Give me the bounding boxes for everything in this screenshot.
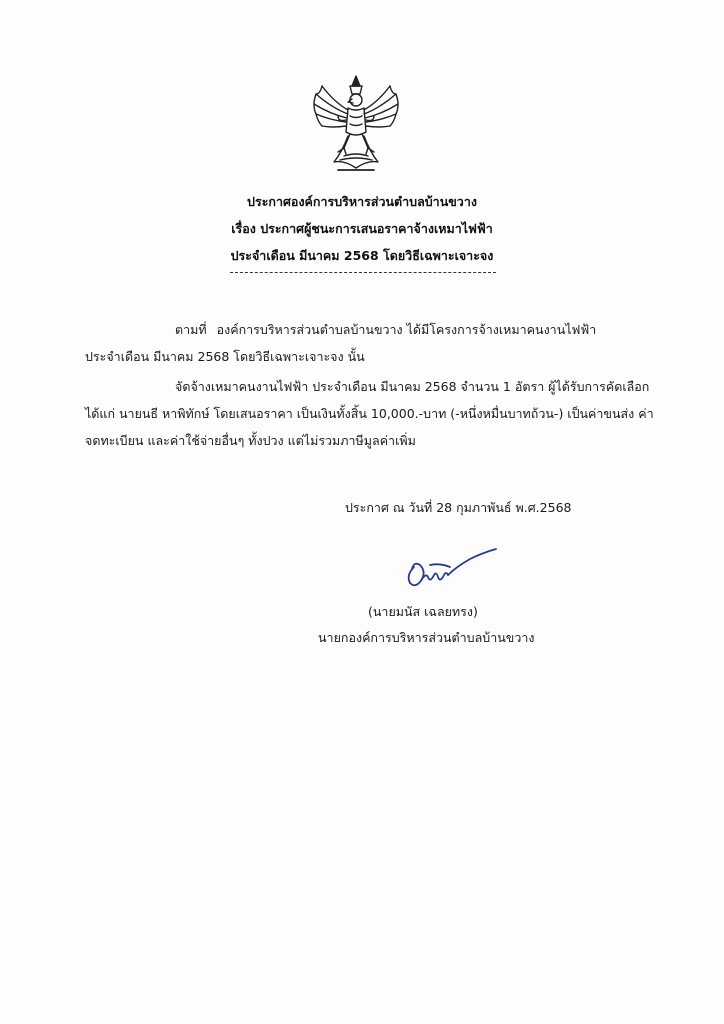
body-paragraph-2-line-3: จดทะเบียน และค่าใช้จ่ายอื่นๆ ทั้งปวง แต่ไม่รวมภาษีมูลค่าเพิ่ม <box>85 433 416 448</box>
paragraph-text: องค์การบริหารส่วนตำบลบ้านขวาง ได้มีโครงการจ้างเหมาคนงานไฟฟ้า <box>216 322 597 337</box>
body-paragraph-2-line-1: จัดจ้างเหมาคนงานไฟฟ้า ประจำเดือน มีนาคม 2568 จำนวน 1 อัตรา ผู้ได้รับการคัดเลือก <box>175 379 650 394</box>
garuda-emblem-icon <box>308 72 404 176</box>
announcement-subject: เรื่อง ประกาศผู้ชนะการเสนอราคาจ้างเหมาไฟฟ้า <box>231 221 493 236</box>
body-paragraph-1-line-1 <box>175 320 596 340</box>
announcement-period: ประจำเดือน มีนาคม 2568 โดยวิธีเฉพาะเจาะจง <box>230 248 494 263</box>
signer-title: นายกองค์การบริหารส่วนตำบลบ้านขวาง <box>318 630 535 645</box>
header-divider <box>230 272 496 273</box>
signer-name: (นายมนัส เฉลยทรง) <box>368 604 478 619</box>
announcement-date: ประกาศ ณ วันที่ 28 กุมภาพันธ์ พ.ศ.2568 <box>345 500 572 515</box>
body-paragraph-2-line-2: ได้แก่ นายนธี หาพิทักษ์ โดยเสนอราคา เป็นเงินทั้งสิ้น 10,000.-บาท (-หนึ่งหมื่นบาทถ้วน-) เป็นค่าขนส่ง ค่า <box>85 406 654 421</box>
handwritten-signature-icon <box>400 545 500 593</box>
paragraph-lead: ตามที่ <box>175 322 207 337</box>
body-paragraph-1-line-2: ประจำเดือน มีนาคม 2568 โดยวิธีเฉพาะเจาะจง นั้น <box>85 349 365 364</box>
announcement-title: ประกาศองค์การบริหารส่วนตำบลบ้านขวาง <box>247 194 477 209</box>
